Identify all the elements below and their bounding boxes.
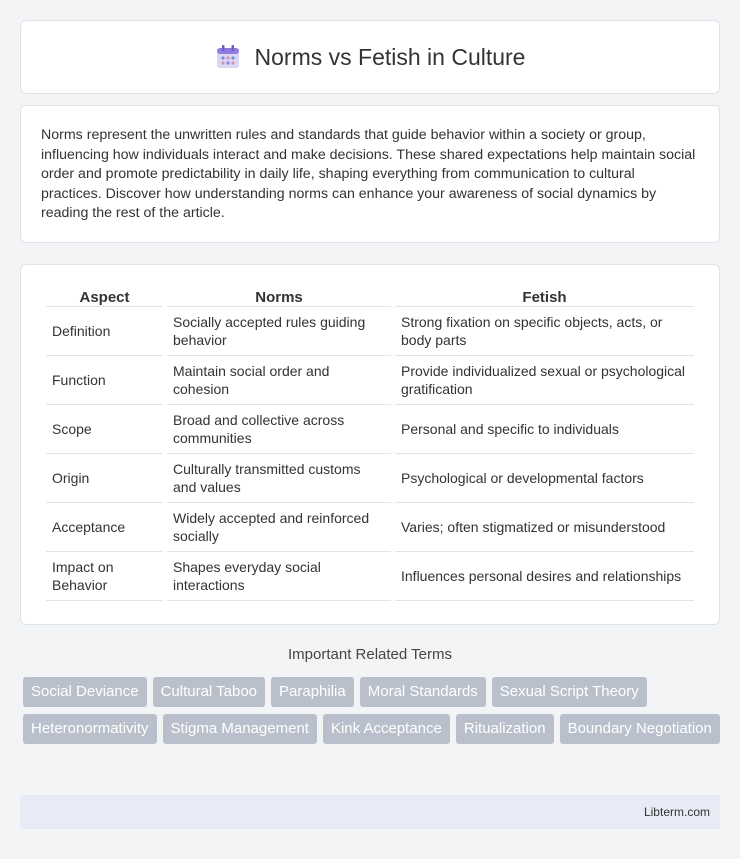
related-term-tag[interactable]: Stigma Management	[163, 714, 317, 744]
related-term-tag[interactable]: Cultural Taboo	[153, 677, 265, 707]
table-cell: Psychological or developmental factors	[395, 454, 694, 503]
related-term-tag[interactable]: Ritualization	[456, 714, 554, 744]
table-row	[46, 405, 694, 454]
intro-text: Norms represent the unwritten rules and standards that guide behavior within a society or group, influencing how individuals interact and make decisions. These shared expectations help maintain social order and promote predictability in daily life, shaping everything from communication to cultural practices. Discover how understanding norms can enhance your awareness of social dynamics by reading the rest of the article.	[41, 127, 696, 222]
table-cell: Varies; often stigmatized or misunderstood	[395, 503, 694, 552]
column-header-aspect: Aspect	[46, 285, 163, 307]
comparison-table	[42, 285, 698, 601]
table-cell: Broad and collective across communities	[167, 405, 391, 454]
table-cell: Provide individualized sexual or psychological gratification	[395, 356, 694, 405]
table-row	[46, 454, 694, 503]
table-cell: Function	[46, 356, 163, 405]
table-row	[46, 503, 694, 552]
column-header-norms: Norms	[167, 285, 391, 307]
related-term-tag[interactable]: Sexual Script Theory	[492, 677, 647, 707]
table-row	[46, 356, 694, 405]
table-cell: Personal and specific to individuals	[395, 405, 694, 454]
table-header-row	[46, 285, 694, 307]
table-cell: Culturally transmitted customs and values	[167, 454, 391, 503]
column-header-fetish: Fetish	[395, 285, 694, 307]
related-term-tag[interactable]: Moral Standards	[360, 677, 486, 707]
table-cell: Widely accepted and reinforced socially	[167, 503, 391, 552]
footer	[20, 795, 720, 829]
header-card	[20, 20, 720, 94]
table-cell: Socially accepted rules guiding behavior	[167, 307, 391, 356]
table-cell: Strong fixation on specific objects, acts, or body parts	[395, 307, 694, 356]
footer-site-link[interactable]: Libterm.com	[643, 805, 710, 819]
related-term-tag[interactable]: Heteronormativity	[23, 714, 157, 744]
table-cell: Influences personal desires and relationships	[395, 552, 694, 601]
related-term-tag[interactable]: Kink Acceptance	[323, 714, 450, 744]
table-row	[46, 307, 694, 356]
table-cell: Acceptance	[46, 503, 163, 552]
intro-card	[20, 105, 720, 243]
page-title: Norms vs Fetish in Culture	[254, 43, 526, 70]
related-terms-list	[23, 677, 723, 744]
table-cell: Origin	[46, 454, 163, 503]
table-cell: Impact on Behavior	[46, 552, 163, 601]
comparison-table-card	[20, 264, 720, 625]
table-row	[46, 552, 694, 601]
related-term-tag[interactable]: Social Deviance	[23, 677, 147, 707]
calendar-icon	[215, 44, 241, 70]
table-cell: Shapes everyday social interactions	[167, 552, 391, 601]
related-term-tag[interactable]: Paraphilia	[271, 677, 354, 707]
table-cell: Definition	[46, 307, 163, 356]
related-term-tag[interactable]: Boundary Negotiation	[560, 714, 720, 744]
table-cell: Scope	[46, 405, 163, 454]
table-cell: Maintain social order and cohesion	[167, 356, 391, 405]
related-terms-title: Important Related Terms	[288, 646, 452, 663]
